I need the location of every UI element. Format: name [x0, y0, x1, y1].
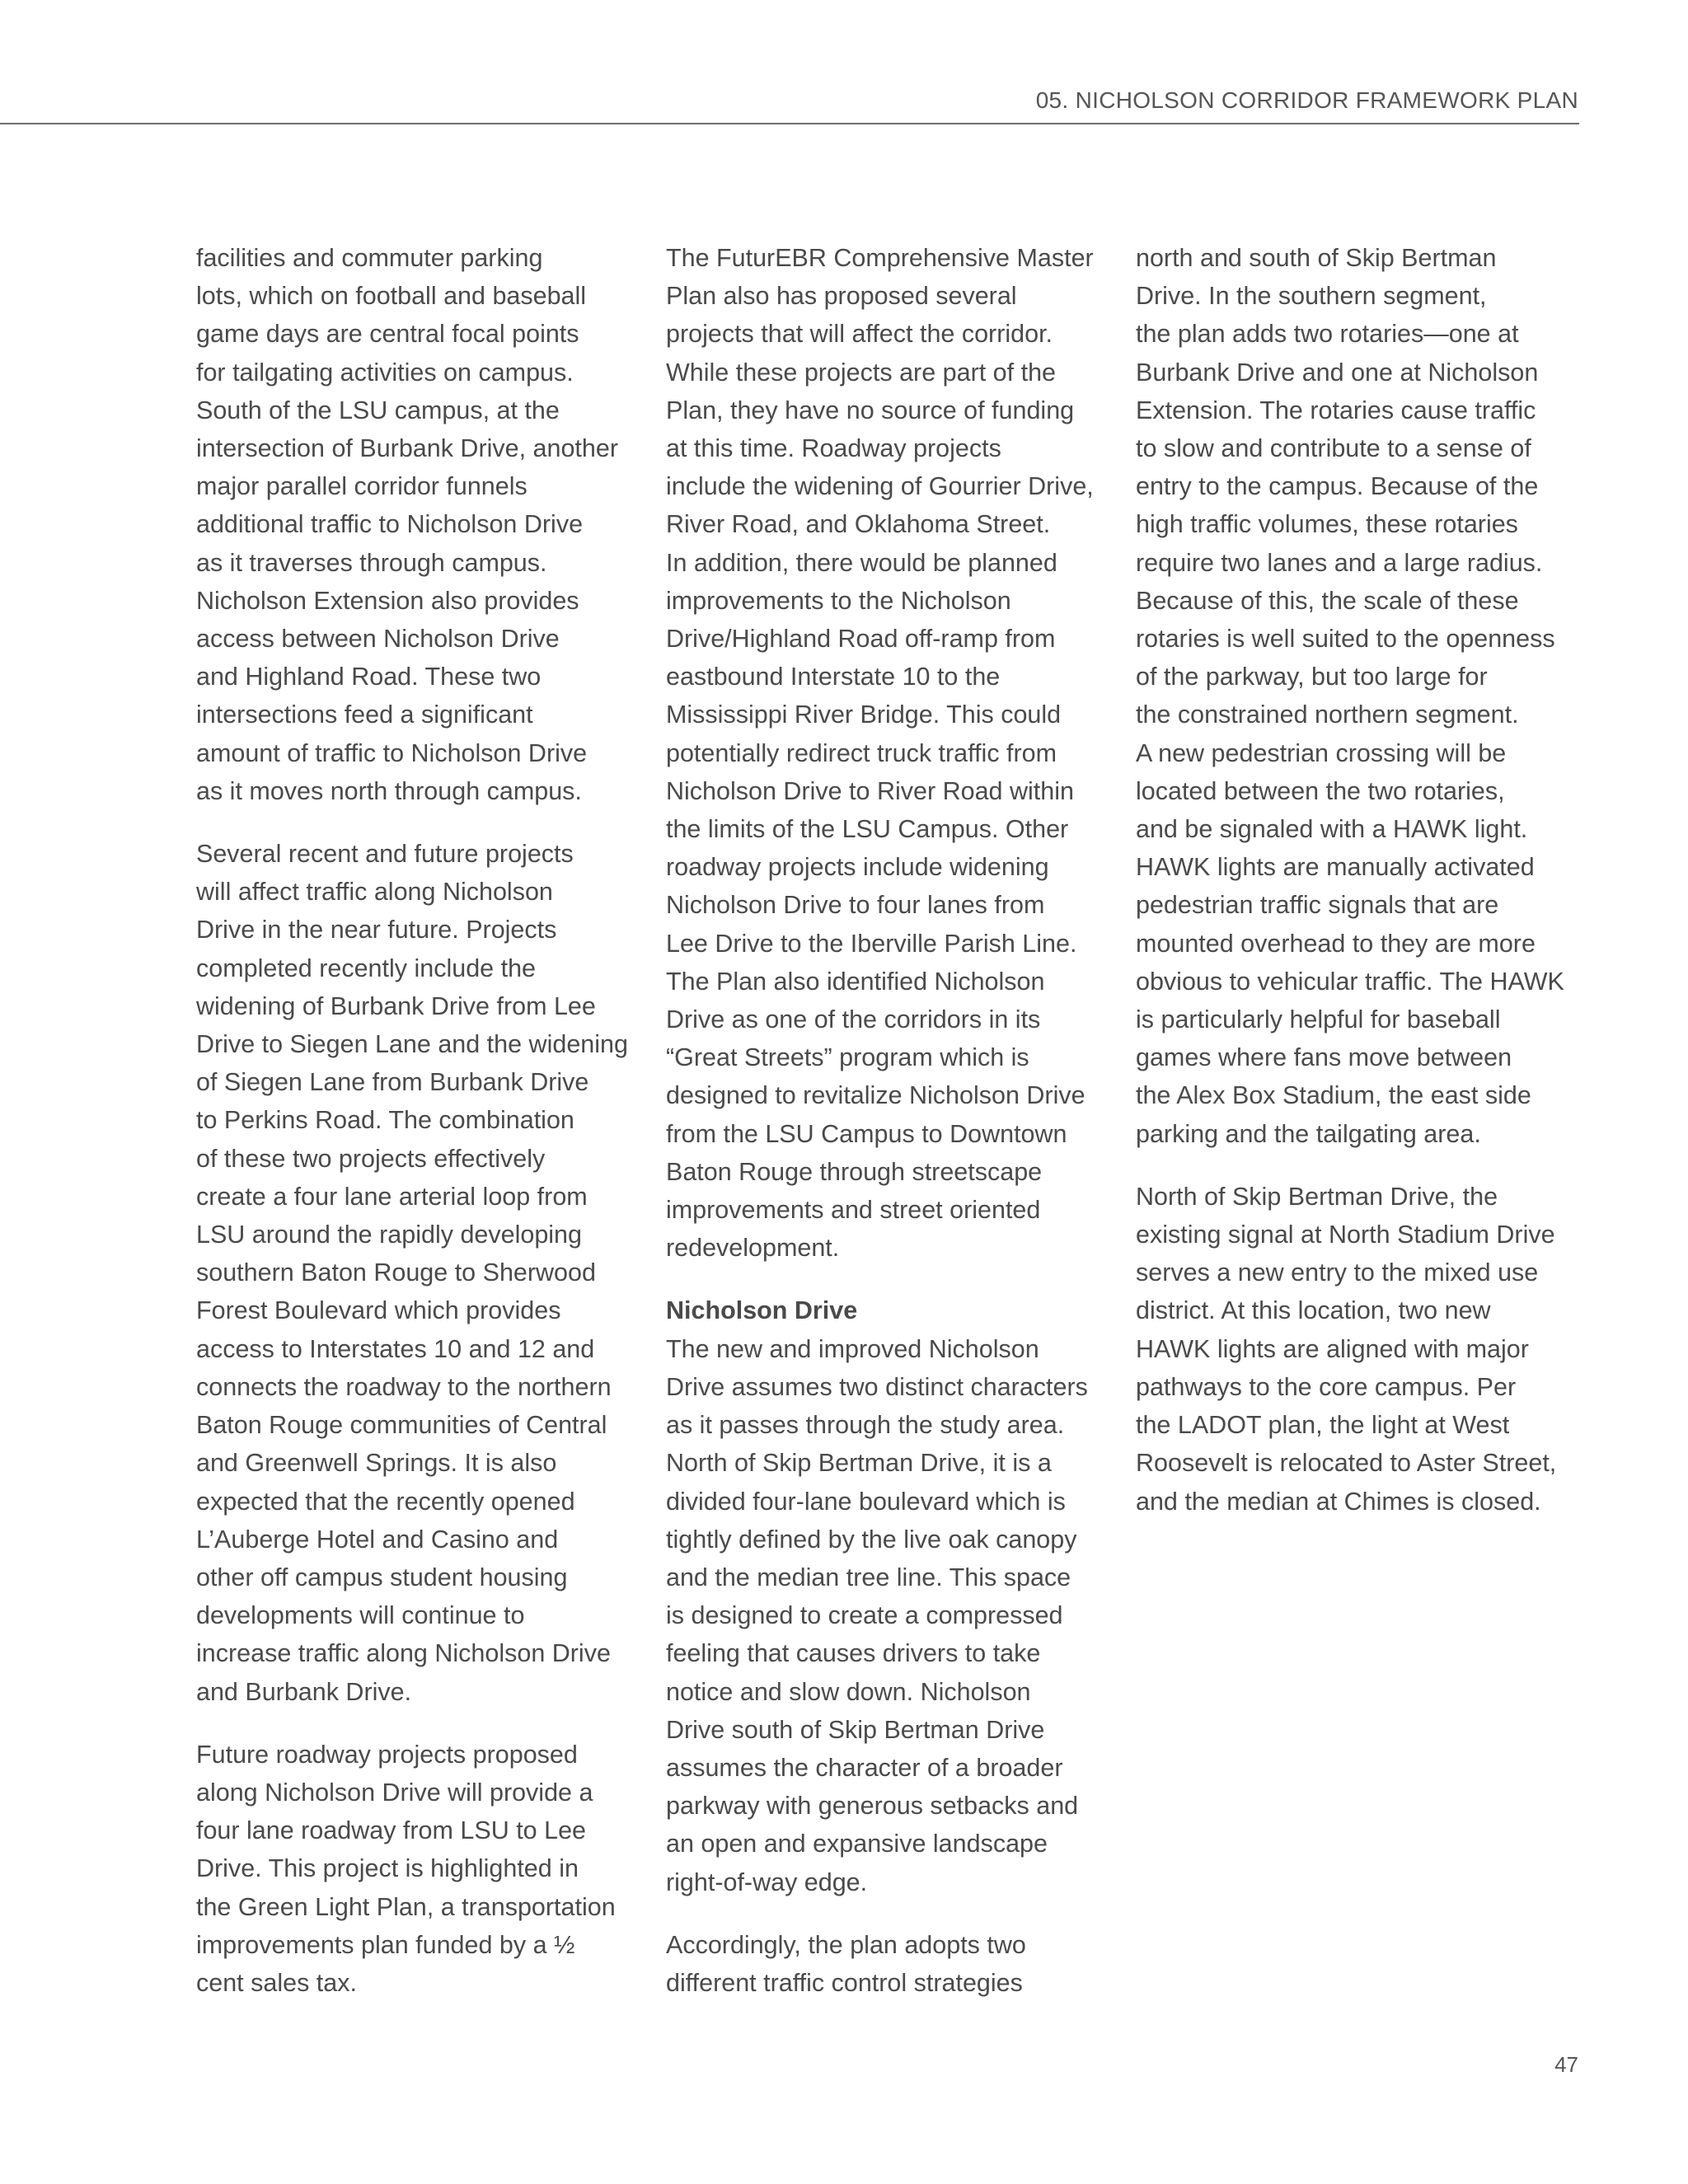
text-line: “Great Streets” program which is — [666, 1043, 1029, 1072]
text-line: from the LSU Campus to Downtown — [666, 1119, 1067, 1148]
text-line: pedestrian traffic signals that are — [1136, 891, 1499, 920]
text-line: cent sales tax. — [196, 1968, 357, 1997]
text-line: amount of traffic to Nicholson Drive — [196, 738, 588, 767]
text-line: the constrained northern segment. — [1136, 701, 1519, 729]
text-line: Drive. In the southern segment, — [1136, 282, 1487, 311]
text-line: Drive. This project is highlighted in — [196, 1854, 579, 1883]
text-line: the Green Light Plan, a transportation — [196, 1892, 616, 1921]
paragraph — [1136, 239, 1585, 1153]
section-title: 05. NICHOLSON CORRIDOR FRAMEWORK PLAN — [1035, 87, 1578, 113]
text-line: roadway projects include widening — [666, 853, 1049, 882]
text-line: expected that the recently opened — [196, 1487, 575, 1516]
text-line: widening of Burbank Drive from Lee — [196, 991, 596, 1020]
text-line: as it traverses through campus. — [196, 548, 547, 577]
text-line: southern Baton Rouge to Sherwood — [196, 1258, 596, 1287]
text-line: and the median at Chimes is closed. — [1136, 1487, 1541, 1516]
text-line: intersections feed a significant — [196, 701, 533, 729]
text-line: Nicholson Extension also provides — [196, 586, 579, 615]
text-line: eastbound Interstate 10 to the — [666, 663, 1001, 691]
text-line: The Plan also identified Nicholson — [666, 967, 1045, 996]
text-line: of these two projects effectively — [196, 1144, 546, 1173]
text-line: Accordingly, the plan adopts two — [666, 1930, 1026, 1959]
text-line: North of Skip Bertman Drive, the — [1136, 1182, 1498, 1211]
text-line: designed to revitalize Nicholson Drive — [666, 1081, 1085, 1110]
text-line: facilities and commuter parking — [196, 244, 543, 272]
text-line: lots, which on football and baseball — [196, 282, 587, 311]
text-line: completed recently include the — [196, 954, 536, 982]
text-column-2 — [666, 239, 1115, 2027]
text-line: Drive to Siegen Lane and the widening — [196, 1030, 628, 1059]
text-line: Future roadway projects proposed — [196, 1740, 578, 1769]
text-line: The FuturEBR Comprehensive Master — [666, 244, 1094, 272]
text-line: Several recent and future projects — [196, 840, 574, 869]
text-line: projects that will affect the corridor. — [666, 320, 1053, 349]
text-line: HAWK lights are manually activated — [1136, 853, 1535, 882]
text-line: connects the roadway to the northern — [196, 1372, 612, 1401]
text-line: games where fans move between — [1136, 1043, 1512, 1072]
text-line: tightly defined by the live oak canopy — [666, 1525, 1077, 1554]
text-line: as it moves north through campus. — [196, 776, 582, 805]
text-line: Drive assumes two distinct characters — [666, 1372, 1088, 1401]
paragraph — [196, 239, 645, 810]
text-line: require two lanes and a large radius. — [1136, 548, 1543, 577]
text-line: high traffic volumes, these rotaries — [1136, 510, 1518, 539]
text-line: L’Auberge Hotel and Casino and — [196, 1525, 559, 1554]
text-line: and be signaled with a HAWK light. — [1136, 815, 1528, 844]
text-line: mounted overhead to they are more — [1136, 929, 1536, 958]
text-line: and the median tree line. This space — [666, 1563, 1071, 1591]
text-line: Roosevelt is relocated to Aster Street, — [1136, 1449, 1557, 1478]
text-line: and Burbank Drive. — [196, 1677, 412, 1706]
text-line: district. At this location, two new — [1136, 1296, 1491, 1325]
text-line: assumes the character of a broader — [666, 1753, 1063, 1782]
text-line: developments will continue to — [196, 1601, 525, 1630]
page-number: 47 — [1554, 2052, 1578, 2077]
text-line: North of Skip Bertman Drive, it is a — [666, 1449, 1052, 1478]
text-line: redevelopment. — [666, 1234, 840, 1263]
text-line: South of the LSU campus, at the — [196, 396, 560, 424]
text-line: located between the two rotaries, — [1136, 776, 1505, 805]
text-line: of Siegen Lane from Burbank Drive — [196, 1068, 589, 1097]
text-line: River Road, and Oklahoma Street. — [666, 510, 1051, 539]
text-line: of the parkway, but too large for — [1136, 663, 1488, 691]
text-line: intersection of Burbank Drive, another — [196, 434, 618, 463]
text-line: improvements to the Nicholson — [666, 586, 1011, 615]
text-line: Lee Drive to the Iberville Parish Line. — [666, 929, 1077, 958]
text-line: Drive south of Skip Bertman Drive — [666, 1715, 1045, 1744]
text-line: Baton Rouge communities of Central — [196, 1411, 607, 1440]
text-line: The new and improved Nicholson — [666, 1334, 1039, 1363]
text-column-3 — [1136, 239, 1585, 1545]
text-line: and Greenwell Springs. It is also — [196, 1449, 557, 1478]
text-line: the Alex Box Stadium, the east side — [1136, 1081, 1531, 1110]
text-line: Extension. The rotaries cause traffic — [1136, 396, 1536, 424]
text-line: to slow and contribute to a sense of — [1136, 434, 1531, 463]
text-line: Nicholson Drive to four lanes from — [666, 891, 1045, 920]
text-line: different traffic control strategies — [666, 1968, 1023, 1997]
text-line: LSU around the rapidly developing — [196, 1221, 582, 1249]
text-line: parking and the tailgating area. — [1136, 1119, 1481, 1148]
text-line: access to Interstates 10 and 12 and — [196, 1334, 595, 1363]
text-line: for tailgating activities on campus. — [196, 358, 574, 387]
text-line: Drive/Highland Road off-ramp from — [666, 625, 1056, 654]
text-line: Nicholson Drive to River Road within — [666, 776, 1074, 805]
paragraph — [1136, 1178, 1585, 1521]
text-line: Baton Rouge through streetscape — [666, 1157, 1043, 1186]
text-line: north and south of Skip Bertman — [1136, 244, 1497, 272]
text-line: the plan adds two rotaries—one at — [1136, 320, 1519, 349]
text-line: pathways to the core campus. Per — [1136, 1372, 1517, 1401]
text-line: While these projects are part of the — [666, 358, 1056, 387]
text-line: Plan, they have no source of funding — [666, 396, 1075, 424]
paragraph — [666, 1291, 1115, 1900]
text-line: divided four-lane boulevard which is — [666, 1487, 1066, 1516]
text-line: is particularly helpful for baseball — [1136, 1005, 1501, 1034]
text-line: create a four lane arterial loop from — [196, 1182, 588, 1211]
text-line: rotaries is well suited to the openness — [1136, 625, 1555, 654]
text-line: obvious to vehicular traffic. The HAWK — [1136, 967, 1564, 996]
text-line: other off campus student housing — [196, 1563, 568, 1591]
text-line: game days are central focal points — [196, 320, 579, 349]
text-line: improvements and street oriented — [666, 1196, 1041, 1225]
text-line: Burbank Drive and one at Nicholson — [1136, 358, 1539, 387]
text-line: increase traffic along Nicholson Drive — [196, 1639, 611, 1668]
text-line: HAWK lights are aligned with major — [1136, 1334, 1529, 1363]
text-line: Mississippi River Bridge. This could — [666, 701, 1062, 729]
paragraph — [666, 1926, 1115, 2002]
text-line: Drive in the near future. Projects — [196, 916, 557, 944]
text-line: entry to the campus. Because of the — [1136, 472, 1539, 501]
text-line: four lane roadway from LSU to Lee — [196, 1816, 587, 1845]
text-line: right-of-way edge. — [666, 1868, 868, 1896]
text-line: In addition, there would be planned — [666, 548, 1057, 577]
text-line: access between Nicholson Drive — [196, 625, 560, 654]
text-line: Drive as one of the corridors in its — [666, 1005, 1041, 1034]
text-line: to Perkins Road. The combination — [196, 1106, 574, 1135]
text-line: Forest Boulevard which provides — [196, 1296, 561, 1325]
text-line: additional traffic to Nicholson Drive — [196, 510, 584, 539]
text-line: major parallel corridor funnels — [196, 472, 528, 501]
text-line: and Highland Road. These two — [196, 663, 542, 691]
text-line: Because of this, the scale of these — [1136, 586, 1519, 615]
text-line: notice and slow down. Nicholson — [666, 1677, 1031, 1706]
text-line: an open and expansive landscape — [666, 1830, 1048, 1858]
text-line: is designed to create a compressed — [666, 1601, 1063, 1630]
text-line: the limits of the LSU Campus. Other — [666, 815, 1069, 844]
text-line: A new pedestrian crossing will be — [1136, 738, 1507, 767]
paragraph — [196, 835, 645, 1711]
paragraph — [196, 1736, 645, 2002]
text-line: existing signal at North Stadium Drive — [1136, 1221, 1555, 1249]
text-line: parkway with generous setbacks and — [666, 1792, 1079, 1821]
text-line: the LADOT plan, the light at West — [1136, 1411, 1510, 1440]
section-heading: Nicholson Drive — [666, 1296, 858, 1325]
text-line: at this time. Roadway projects — [666, 434, 1001, 463]
text-line: feeling that causes drivers to take — [666, 1639, 1041, 1668]
paragraph — [666, 239, 1115, 1267]
text-line: improvements plan funded by a ½ — [196, 1930, 575, 1959]
text-line: include the widening of Gourrier Drive, — [666, 472, 1094, 501]
header-rule — [0, 123, 1579, 124]
text-line: serves a new entry to the mixed use — [1136, 1258, 1539, 1287]
text-line: as it passes through the study area. — [666, 1411, 1065, 1440]
text-line: along Nicholson Drive will provide a — [196, 1778, 593, 1807]
text-column-1 — [196, 239, 645, 2027]
text-line: will affect traffic along Nicholson — [196, 878, 553, 907]
text-line: Plan also has proposed several — [666, 282, 1017, 311]
text-line: potentially redirect truck traffic from — [666, 738, 1057, 767]
